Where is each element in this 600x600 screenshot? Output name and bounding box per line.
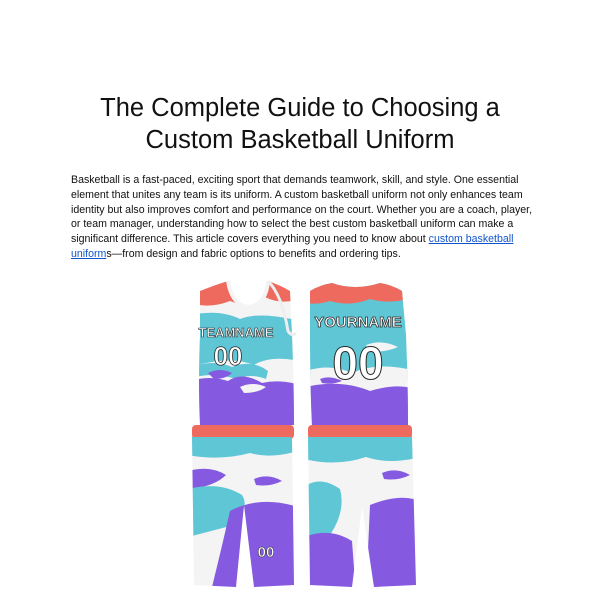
back-number: 00 — [332, 337, 384, 389]
article-title — [40, 92, 560, 156]
back-waistband — [308, 425, 412, 439]
intro-text-end: s—from design and fabric options to benefits and ordering tips. — [106, 247, 401, 260]
intro-text-start: Basketball is a fast-paced, exciting sport that demands teamwork, skill, and style. One essential element that unites any team is its uniform. A custom basketball uniform not only enhances team identity but also improves comfort and performance on the court. Whether you are a coach, player, or team manager, understanding how to select the best custom basketball uniform can make a significant difference. This article covers everything you need to know about — [71, 174, 533, 246]
intro-paragraph — [71, 173, 533, 262]
front-number: 00 — [213, 341, 243, 371]
uniform-product-image — [170, 275, 430, 595]
article-title-line-1: The Complete Guide to Choosing a — [100, 94, 500, 122]
shorts-number: 00 — [257, 544, 275, 561]
article-title-line-2: Custom Basketball Uniform — [145, 126, 455, 154]
uniform-illustration — [170, 275, 430, 595]
front-shorts — [188, 435, 298, 595]
front-jersey — [190, 275, 300, 435]
custom-uniforms-link[interactable]: custom basketball uniform — [71, 233, 514, 260]
front-waistband — [192, 425, 294, 439]
back-shorts — [304, 435, 420, 595]
back-player-name: YOURNAME — [314, 314, 402, 331]
front-team-name: TEAMNAME — [198, 325, 274, 340]
